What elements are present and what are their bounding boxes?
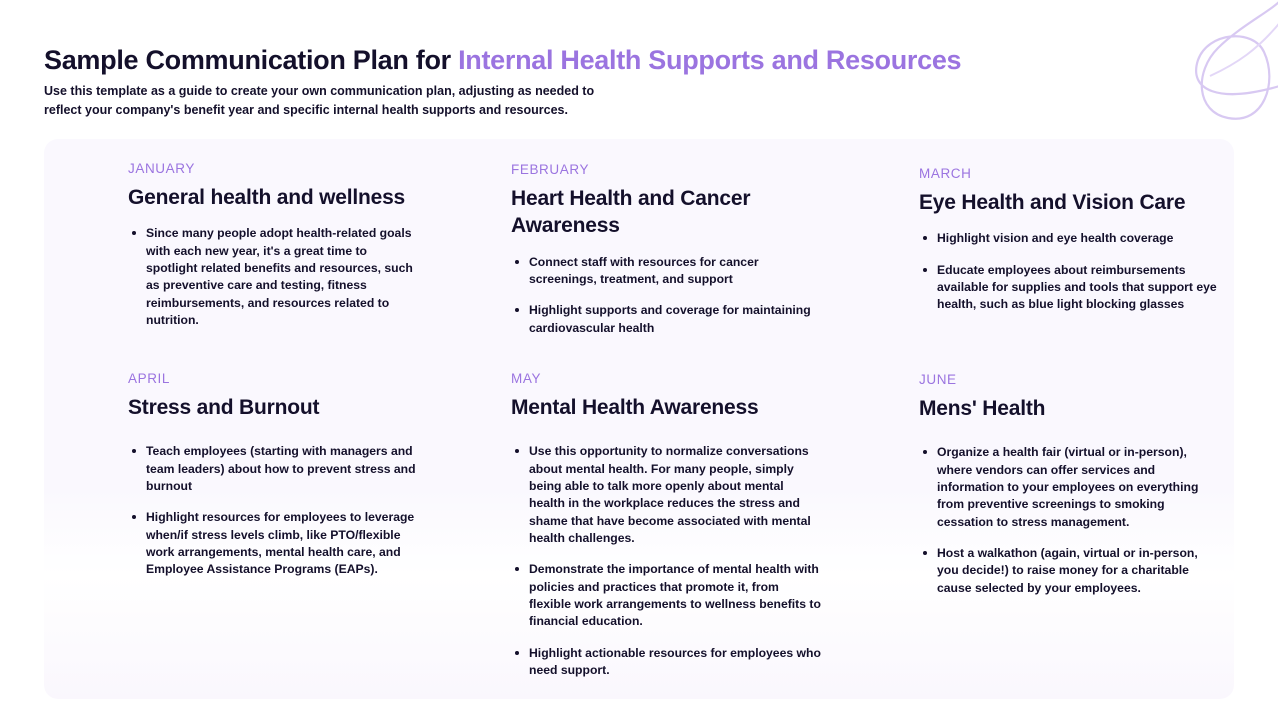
content-panel (44, 139, 1234, 699)
page-title (44, 44, 1044, 76)
list-item: Highlight resources for employees to leverage when/if stress levels climb, like PTO/flexible work arrangements, mental health care, and Employee Assistance Programs (EAPs). (144, 509, 418, 578)
card-title: Mental Health Awareness (511, 396, 759, 419)
list-item: Connect staff with resources for cancer screenings, treatment, and support (527, 254, 811, 289)
bullet-list (919, 444, 1219, 597)
month-label: JUNE (919, 372, 957, 387)
card-title: Stress and Burnout (128, 396, 320, 419)
month-card-january (128, 161, 418, 329)
card-title: Eye Health and Vision Care (919, 191, 1186, 214)
month-label: MARCH (919, 166, 972, 181)
list-item: Use this opportunity to normalize conversations about mental health. For many people, simply being able to talk more openly about mental health in the workplace reduces the stress and shame that have become associated with mental health challenges. (527, 443, 821, 547)
list-item: Highlight vision and eye health coverage (935, 230, 1219, 247)
card-title: Mens' Health (919, 397, 1046, 420)
bullet-list (128, 225, 418, 329)
bullet-list (511, 254, 811, 337)
page-header (44, 44, 1044, 119)
month-label: JANUARY (128, 161, 195, 176)
page-title-accent: Internal Health Supports and Resources (458, 45, 962, 75)
list-item: Educate employees about reimbursements available for supplies and tools that support eye health, such as blue light blocking glasses (935, 262, 1219, 314)
month-card-april (128, 371, 418, 579)
card-title: Heart Health and Cancer Awareness (511, 187, 751, 238)
page-subtitle: Use this template as a guide to create your own communication plan, adjusting as needed to reflect your company's benefit year and specific internal health supports and resources. (44, 84, 595, 117)
list-item: Highlight actionable resources for employees who need support. (527, 645, 821, 680)
month-label: MAY (511, 371, 542, 386)
list-item: Since many people adopt health-related goals with each new year, it's a great time to spotlight related benefits and resources, such as preventive care and testing, fitness reimbursements, and resources related to nutrition. (144, 225, 418, 329)
page-title-main: Sample Communication Plan for (44, 45, 459, 75)
bullet-list (511, 443, 821, 679)
list-item: Organize a health fair (virtual or in-person), where vendors can offer services and information to your employees on everything from preventive screenings to smoking cessation to stress management. (935, 444, 1219, 531)
month-card-march (919, 166, 1219, 314)
list-item: Demonstrate the importance of mental health with policies and practices that promote it, from flexible work arrangements to wellness benefits to financial education. (527, 561, 821, 630)
bullet-list (919, 230, 1219, 313)
list-item: Teach employees (starting with managers and team leaders) about how to prevent stress and burnout (144, 443, 418, 495)
month-card-february (511, 162, 811, 337)
bullet-list (128, 443, 418, 578)
list-item: Highlight supports and coverage for maintaining cardiovascular health (527, 302, 811, 337)
month-card-may (511, 371, 821, 679)
month-label: APRIL (128, 371, 171, 386)
list-item: Host a walkathon (again, virtual or in-person, you decide!) to raise money for a charitable cause selected by your employees. (935, 545, 1219, 597)
card-title: General health and wellness (128, 186, 406, 209)
month-card-june (919, 372, 1219, 597)
month-label: FEBRUARY (511, 162, 590, 177)
